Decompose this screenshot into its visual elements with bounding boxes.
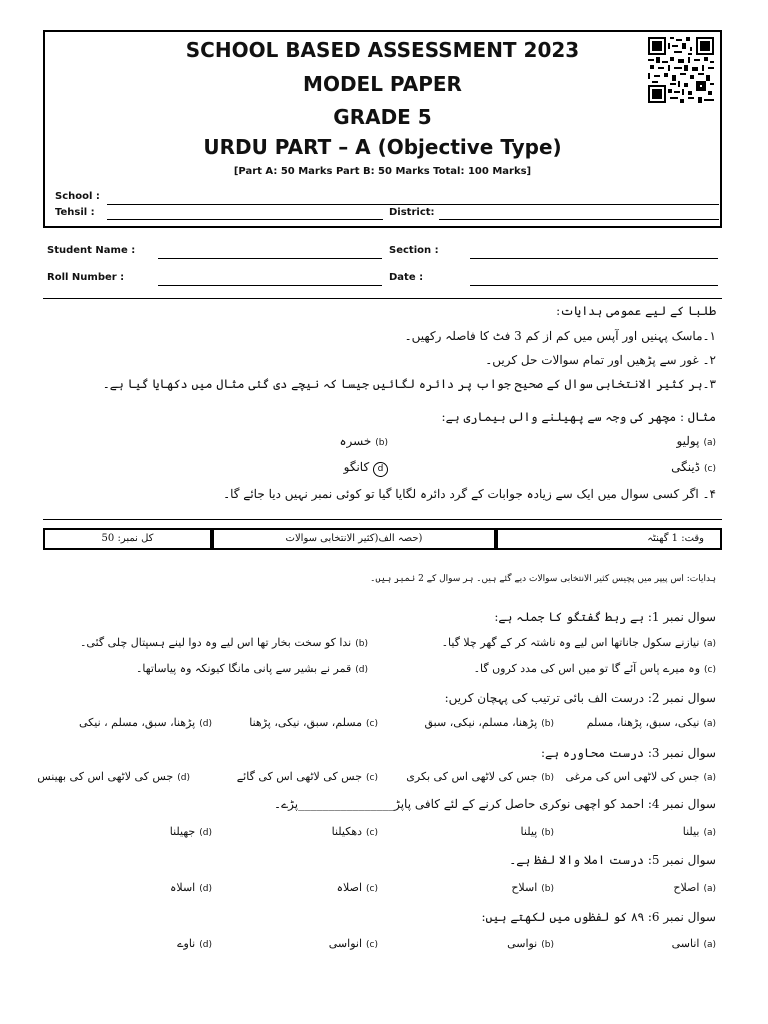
subject-part: URDU PART – A (Objective Type) — [203, 135, 562, 159]
section-label: Section : — [389, 245, 439, 256]
section-line[interactable] — [470, 258, 718, 259]
q1-option-c[interactable]: (c)وہ میرے پاس آئے گا تو میں اس کی مدد کروں گا۔ — [473, 662, 716, 675]
question-2: سوال نمبر 2: درست الف بائی ترتیب کی پہچان کریں: — [444, 691, 716, 705]
q3-option-c[interactable]: (c)جس کی لاٹھی اس کی گائے — [236, 770, 378, 783]
instruction-1: ۱۔ماسک پہنیں اور آپس میں کم از کم 3 فٹ کا فاصلہ رکھیں۔ — [404, 329, 716, 343]
roll-number-line[interactable] — [158, 285, 382, 286]
q3-option-a[interactable]: (a)جس کی لاٹھی اس کی مرغی — [565, 770, 716, 783]
instruction-4: ۴۔ اگر کسی سوال میں ایک سے زیادہ جوابات کے گرد دائرہ لگایا گیا تو کوئی نمبر نہیں دیا جائے گا۔ — [223, 487, 716, 501]
q3-option-b[interactable]: (b)جس کی لاٹھی اس کی بکری — [406, 770, 554, 783]
q5-option-b[interactable]: (b)اسلاح — [511, 881, 554, 894]
q5-option-d[interactable]: (d)اسلاہ — [169, 881, 212, 894]
marks-breakdown: [Part A: 50 Marks Part B: 50 Marks Total: 100 Marks] — [233, 166, 532, 177]
instruction-2: ۲۔ غور سے پڑھیں اور تمام سوالات حل کریں۔ — [485, 353, 716, 367]
q1-option-d[interactable]: (d)قمر نے بشیر سے پانی مانگا کیونکہ وہ پیاساتھا۔ — [135, 662, 368, 675]
exam-title: SCHOOL BASED ASSESSMENT 2023 — [185, 38, 580, 62]
q6-option-a[interactable]: (a)اناسی — [671, 937, 716, 950]
question-1: سوال نمبر 1: بے ربط گفتگو کا جملہ ہے: — [494, 610, 716, 624]
section-cell: (حصہ الف(کثیر الانتخابی سوالات — [210, 530, 494, 548]
example-option-a: (a)پولیو — [676, 434, 716, 448]
tehsil-label: Tehsil : — [55, 207, 95, 218]
district-label: District: — [389, 207, 435, 218]
grade: GRADE 5 — [333, 105, 432, 129]
q4-option-a[interactable]: (a)بیلنا — [682, 825, 716, 838]
q3-option-d[interactable]: (d)جس کی لاٹھی اس کی بھینس — [37, 770, 190, 783]
school-label: School : — [55, 191, 100, 202]
time-cell: وقت: 1 گھنٹہ — [494, 530, 720, 548]
example-question: مثال : مچھر کی وجہ سے پھیلنے والی بیماری ہے: — [441, 410, 716, 424]
q6-option-c[interactable]: (c)انواسی — [328, 937, 378, 950]
example-option-c: (c)ڈینگی — [671, 460, 716, 474]
question-4: سوال نمبر 4: احمد کو اچھی نوکری حاصل کرنے کے لئے کافی پاپڑ________________پڑے۔ — [274, 797, 716, 811]
q6-option-b[interactable]: (b)نواسی — [507, 937, 554, 950]
example-option-b: (b)خسرہ — [339, 434, 388, 448]
header-box — [43, 30, 722, 228]
q1-option-b[interactable]: (b)ندا کو سخت بخار تھا اس لیے وہ دوا لینے ہسپتال چلی گئی۔ — [79, 636, 368, 649]
q2-option-b[interactable]: (b)پڑھنا، مسلم، نیکی، سبق — [424, 716, 554, 729]
roll-number-label: Roll Number : — [47, 272, 125, 283]
question-3: سوال نمبر 3: درست محاورہ ہے: — [540, 746, 716, 760]
example-option-d: d کانگو — [344, 460, 388, 477]
q5-option-c[interactable]: (c)اصلاہ — [336, 881, 378, 894]
paper-type: MODEL PAPER — [303, 72, 462, 96]
total-marks-cell: کل نمبر: 50 — [101, 533, 154, 544]
q2-option-c[interactable]: (c)مسلم، سبق، نیکی، پڑھنا — [249, 716, 378, 729]
info-bar — [43, 528, 722, 550]
q4-option-b[interactable]: (b)پیلنا — [520, 825, 554, 838]
instruction-3: ۳۔ہر کثیر الانتخابی سوال کے صحیح جواب پر دائرہ لگائیں جیسا کہ نیچے دی گئی مثال میں دکھایا گیا ہے۔ — [102, 377, 716, 391]
q2-option-d[interactable]: (d)پڑھنا، سبق، مسلم ، نیکی — [79, 716, 212, 729]
q1-option-a[interactable]: (a)نیازنے سکول جاناتھا اس لیے وہ ناشتہ کر کے گھر چلا گیا۔ — [441, 636, 716, 649]
q4-option-d[interactable]: (d)جھیلنا — [169, 825, 212, 838]
q5-option-a[interactable]: (a)اصلاح — [673, 881, 716, 894]
q6-option-d[interactable]: (d)ناوے — [177, 937, 212, 950]
divider-bottom — [43, 519, 722, 520]
paper-note: ہدایات: اس پیپر میں پچیس کثیر الانتخابی سوالات دیے گئے ہیں۔ ہر سوال کے 2 نمبر ہیں۔ — [370, 574, 716, 584]
date-label: Date : — [389, 272, 424, 283]
district-input-line[interactable] — [439, 219, 719, 220]
tehsil-input-line[interactable] — [107, 219, 383, 220]
divider-top — [43, 298, 722, 299]
q4-option-c[interactable]: (c)دھکیلنا — [331, 825, 378, 838]
instructions-heading: طلبا کے لیے عمومی ہدایات: — [556, 304, 716, 318]
student-name-label: Student Name : — [47, 245, 136, 256]
q2-option-a[interactable]: (a)نیکی، سبق، پڑھنا، مسلم — [586, 716, 716, 729]
question-5: سوال نمبر 5: درست املا والا لفظ ہے۔ — [509, 853, 716, 867]
question-6: سوال نمبر 6: ۸۹ کو لفظوں میں لکھتے ہیں: — [481, 910, 716, 924]
school-input-line[interactable] — [107, 204, 719, 205]
circled-answer-icon: d — [373, 462, 388, 477]
qr-code-icon — [648, 37, 714, 103]
student-name-line[interactable] — [158, 258, 382, 259]
date-line[interactable] — [470, 285, 718, 286]
